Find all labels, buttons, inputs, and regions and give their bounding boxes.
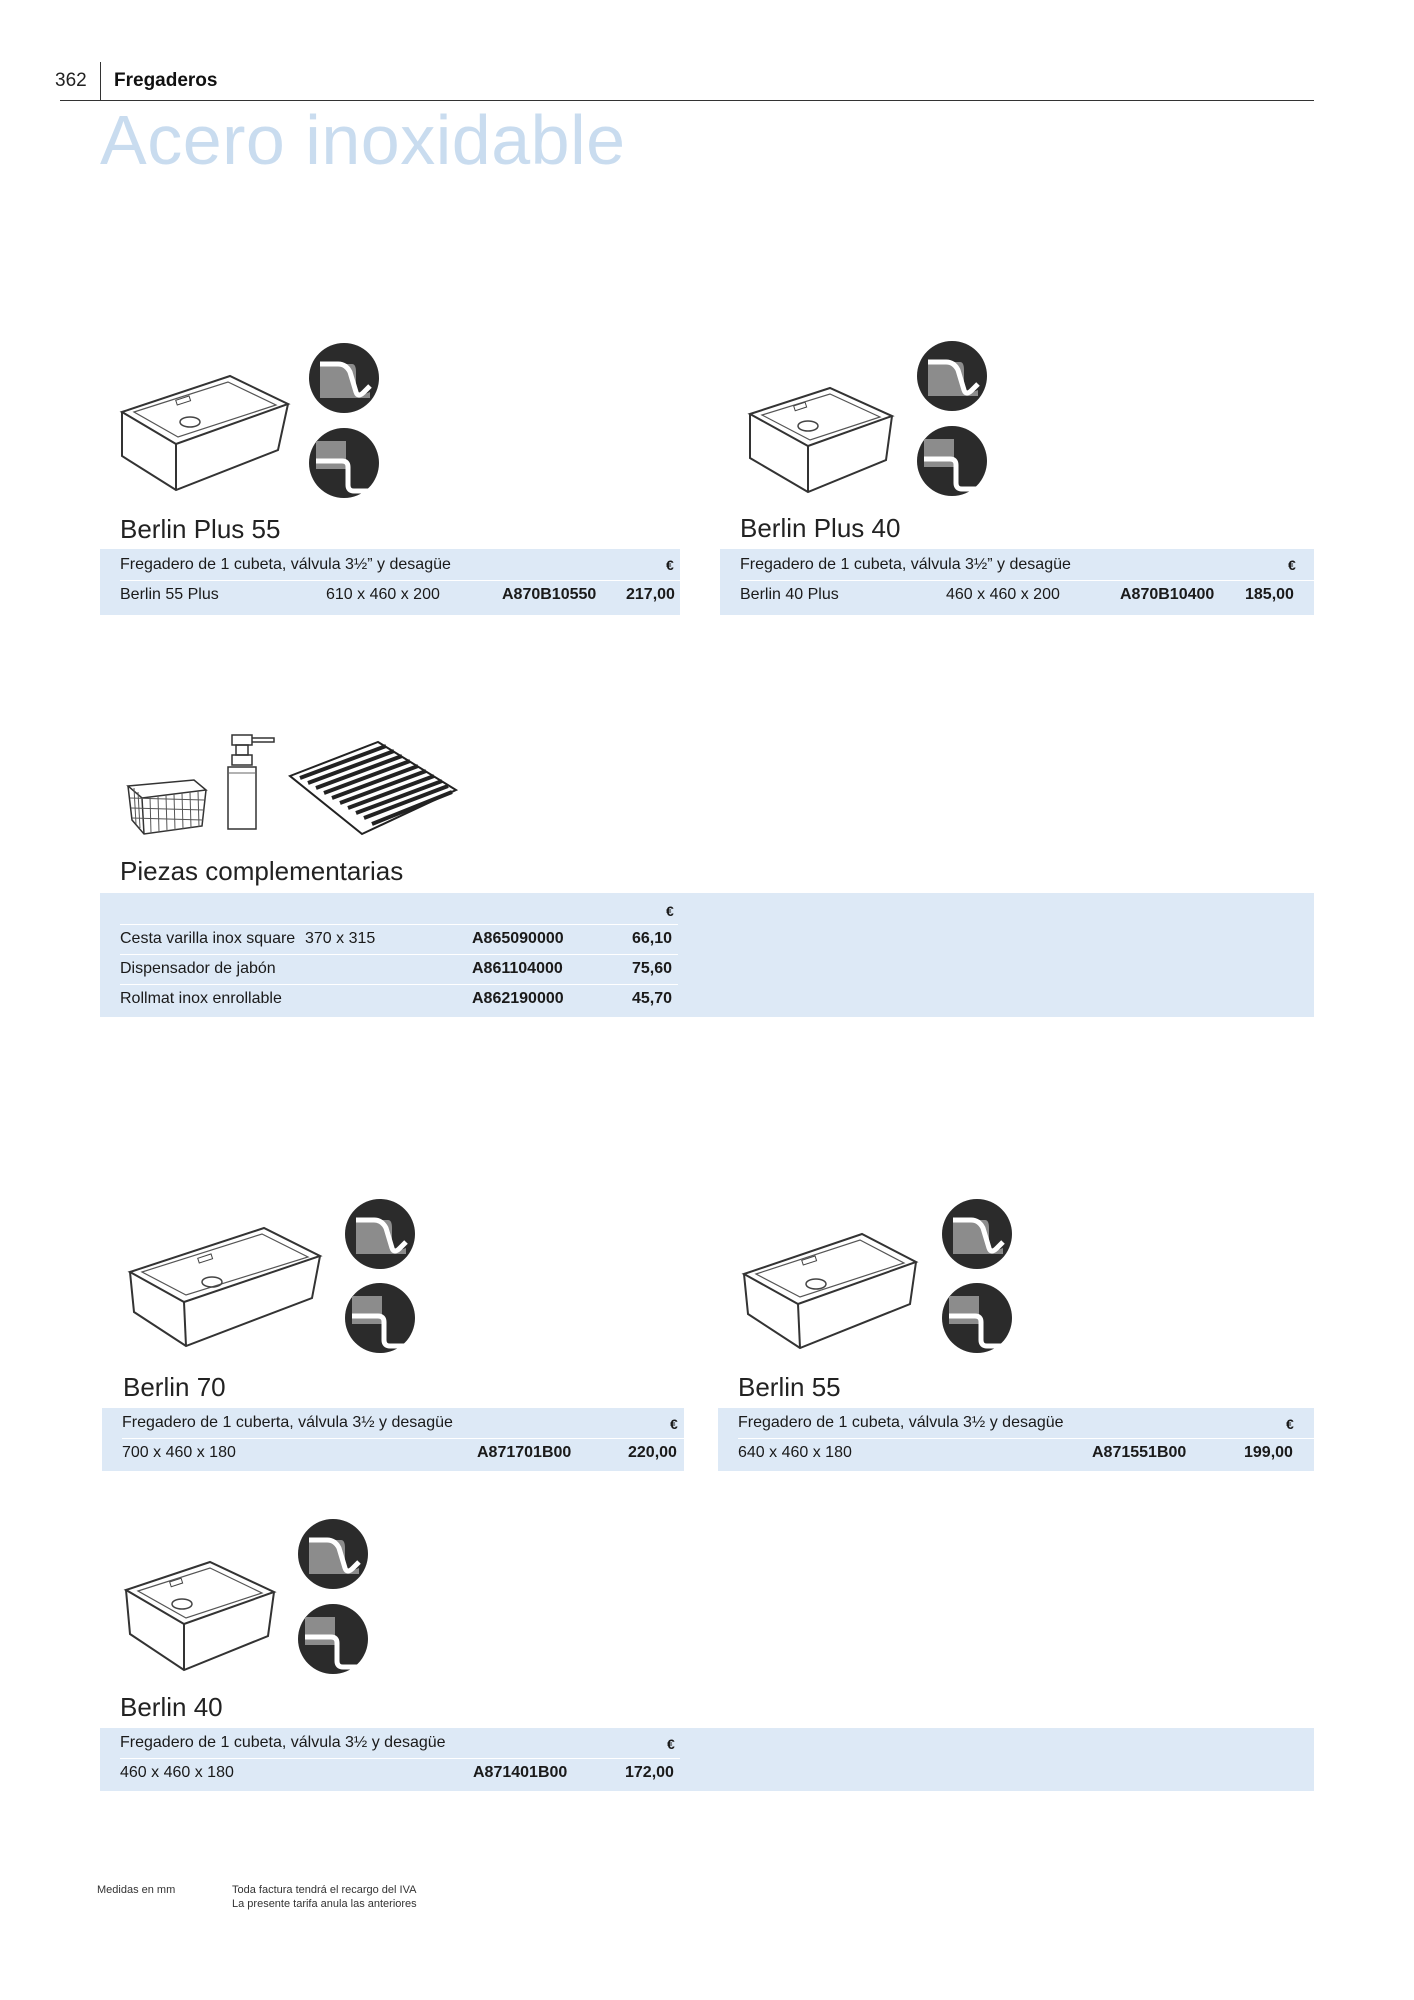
- reference: A870B10550: [502, 586, 597, 603]
- top-mount-icon: [297, 1518, 369, 1590]
- section-title: Fregaderos: [114, 70, 218, 91]
- item-reference: A861104000: [472, 960, 563, 977]
- undermount-icon: [916, 425, 988, 497]
- sink-drawing: [740, 1228, 920, 1352]
- footer-note-2: La presente tarifa anula las anteriores: [232, 1898, 417, 1910]
- row-divider: [738, 1438, 1314, 1439]
- model: Berlin 55 Plus: [120, 586, 219, 603]
- undermount-icon: [941, 1282, 1013, 1354]
- row-divider: [740, 580, 1314, 581]
- reference: A870B10400: [1120, 586, 1215, 603]
- description: Fregadero de 1 cubeta, válvula 3½” y desagüe: [120, 556, 451, 573]
- dimensions: 610 x 460 x 200: [326, 586, 440, 603]
- row-divider: [120, 924, 678, 925]
- price: 217,00: [626, 586, 675, 603]
- price: 185,00: [1245, 586, 1294, 603]
- dimensions: 700 x 460 x 180: [122, 1444, 236, 1461]
- product-name: Berlin Plus 40: [740, 513, 901, 543]
- model: Berlin 40 Plus: [740, 586, 839, 603]
- undermount-icon: [308, 427, 380, 499]
- row-divider: [120, 1758, 680, 1759]
- item-price: 75,60: [632, 960, 673, 977]
- item-reference: A865090000: [472, 930, 564, 947]
- header-separator: [100, 62, 101, 100]
- top-mount-icon: [941, 1198, 1013, 1270]
- reference: A871701B00: [477, 1444, 572, 1461]
- undermount-icon: [344, 1282, 416, 1354]
- price-table: [100, 1728, 1314, 1791]
- currency: €: [667, 1736, 675, 1752]
- sink-drawing: [746, 382, 896, 498]
- footer-note-1: Toda factura tendrá el recargo del IVA: [232, 1884, 417, 1896]
- description: Fregadero de 1 cubeta, válvula 3½ y desagüe: [738, 1414, 1064, 1431]
- item-dimensions: 370 x 315: [305, 930, 376, 947]
- roll-mat: [288, 738, 458, 838]
- price: 220,00: [628, 1444, 677, 1461]
- page-title: Acero inoxidable: [100, 101, 626, 179]
- reference: A871401B00: [473, 1764, 568, 1781]
- page-number: 362: [55, 70, 87, 91]
- reference: A871551B00: [1092, 1444, 1187, 1461]
- top-mount-icon: [916, 340, 988, 412]
- currency: €: [666, 903, 674, 919]
- top-mount-icon: [344, 1198, 416, 1270]
- currency: €: [666, 557, 674, 573]
- dimensions: 460 x 460 x 180: [120, 1764, 234, 1781]
- item-reference: A862190000: [472, 990, 564, 1007]
- price-table: [720, 549, 1314, 615]
- item-price: 66,10: [632, 930, 673, 947]
- footer-units: Medidas en mm: [97, 1884, 176, 1896]
- product-name: Berlin Plus 55: [120, 514, 281, 544]
- currency: €: [1288, 557, 1296, 573]
- dimensions: 460 x 460 x 200: [946, 586, 1060, 603]
- item-name: Cesta varilla inox square: [120, 930, 296, 947]
- item-name: Dispensador de jabón: [120, 960, 276, 977]
- row-divider: [120, 954, 678, 955]
- wire-basket: [124, 776, 210, 838]
- section-heading: Piezas complementarias: [120, 856, 404, 886]
- undermount-icon: [297, 1603, 369, 1675]
- description: Fregadero de 1 cuberta, válvula 3½ y desagüe: [122, 1414, 453, 1431]
- accessories-table: [100, 893, 1314, 1017]
- row-divider: [122, 1438, 684, 1439]
- soap-dispenser: [224, 733, 278, 833]
- price: 172,00: [625, 1764, 674, 1781]
- product-name: Berlin 55: [738, 1372, 841, 1402]
- row-divider: [120, 984, 678, 985]
- sink-drawing: [122, 1556, 278, 1676]
- sink-drawing: [126, 1222, 324, 1350]
- top-mount-icon: [308, 342, 380, 414]
- item-name: Rollmat inox enrollable: [120, 990, 282, 1007]
- product-name: Berlin 70: [123, 1372, 226, 1402]
- description: Fregadero de 1 cubeta, válvula 3½” y desagüe: [740, 556, 1071, 573]
- sink-drawing: [118, 370, 293, 500]
- price-table: [718, 1408, 1314, 1471]
- item-price: 45,70: [632, 990, 673, 1007]
- price-table: [102, 1408, 684, 1471]
- description: Fregadero de 1 cubeta, válvula 3½ y desagüe: [120, 1734, 446, 1751]
- price-table: [100, 549, 680, 615]
- row-divider: [120, 580, 680, 581]
- currency: €: [670, 1416, 678, 1432]
- price: 199,00: [1244, 1444, 1293, 1461]
- product-name: Berlin 40: [120, 1692, 223, 1722]
- currency: €: [1286, 1416, 1294, 1432]
- dimensions: 640 x 460 x 180: [738, 1444, 852, 1461]
